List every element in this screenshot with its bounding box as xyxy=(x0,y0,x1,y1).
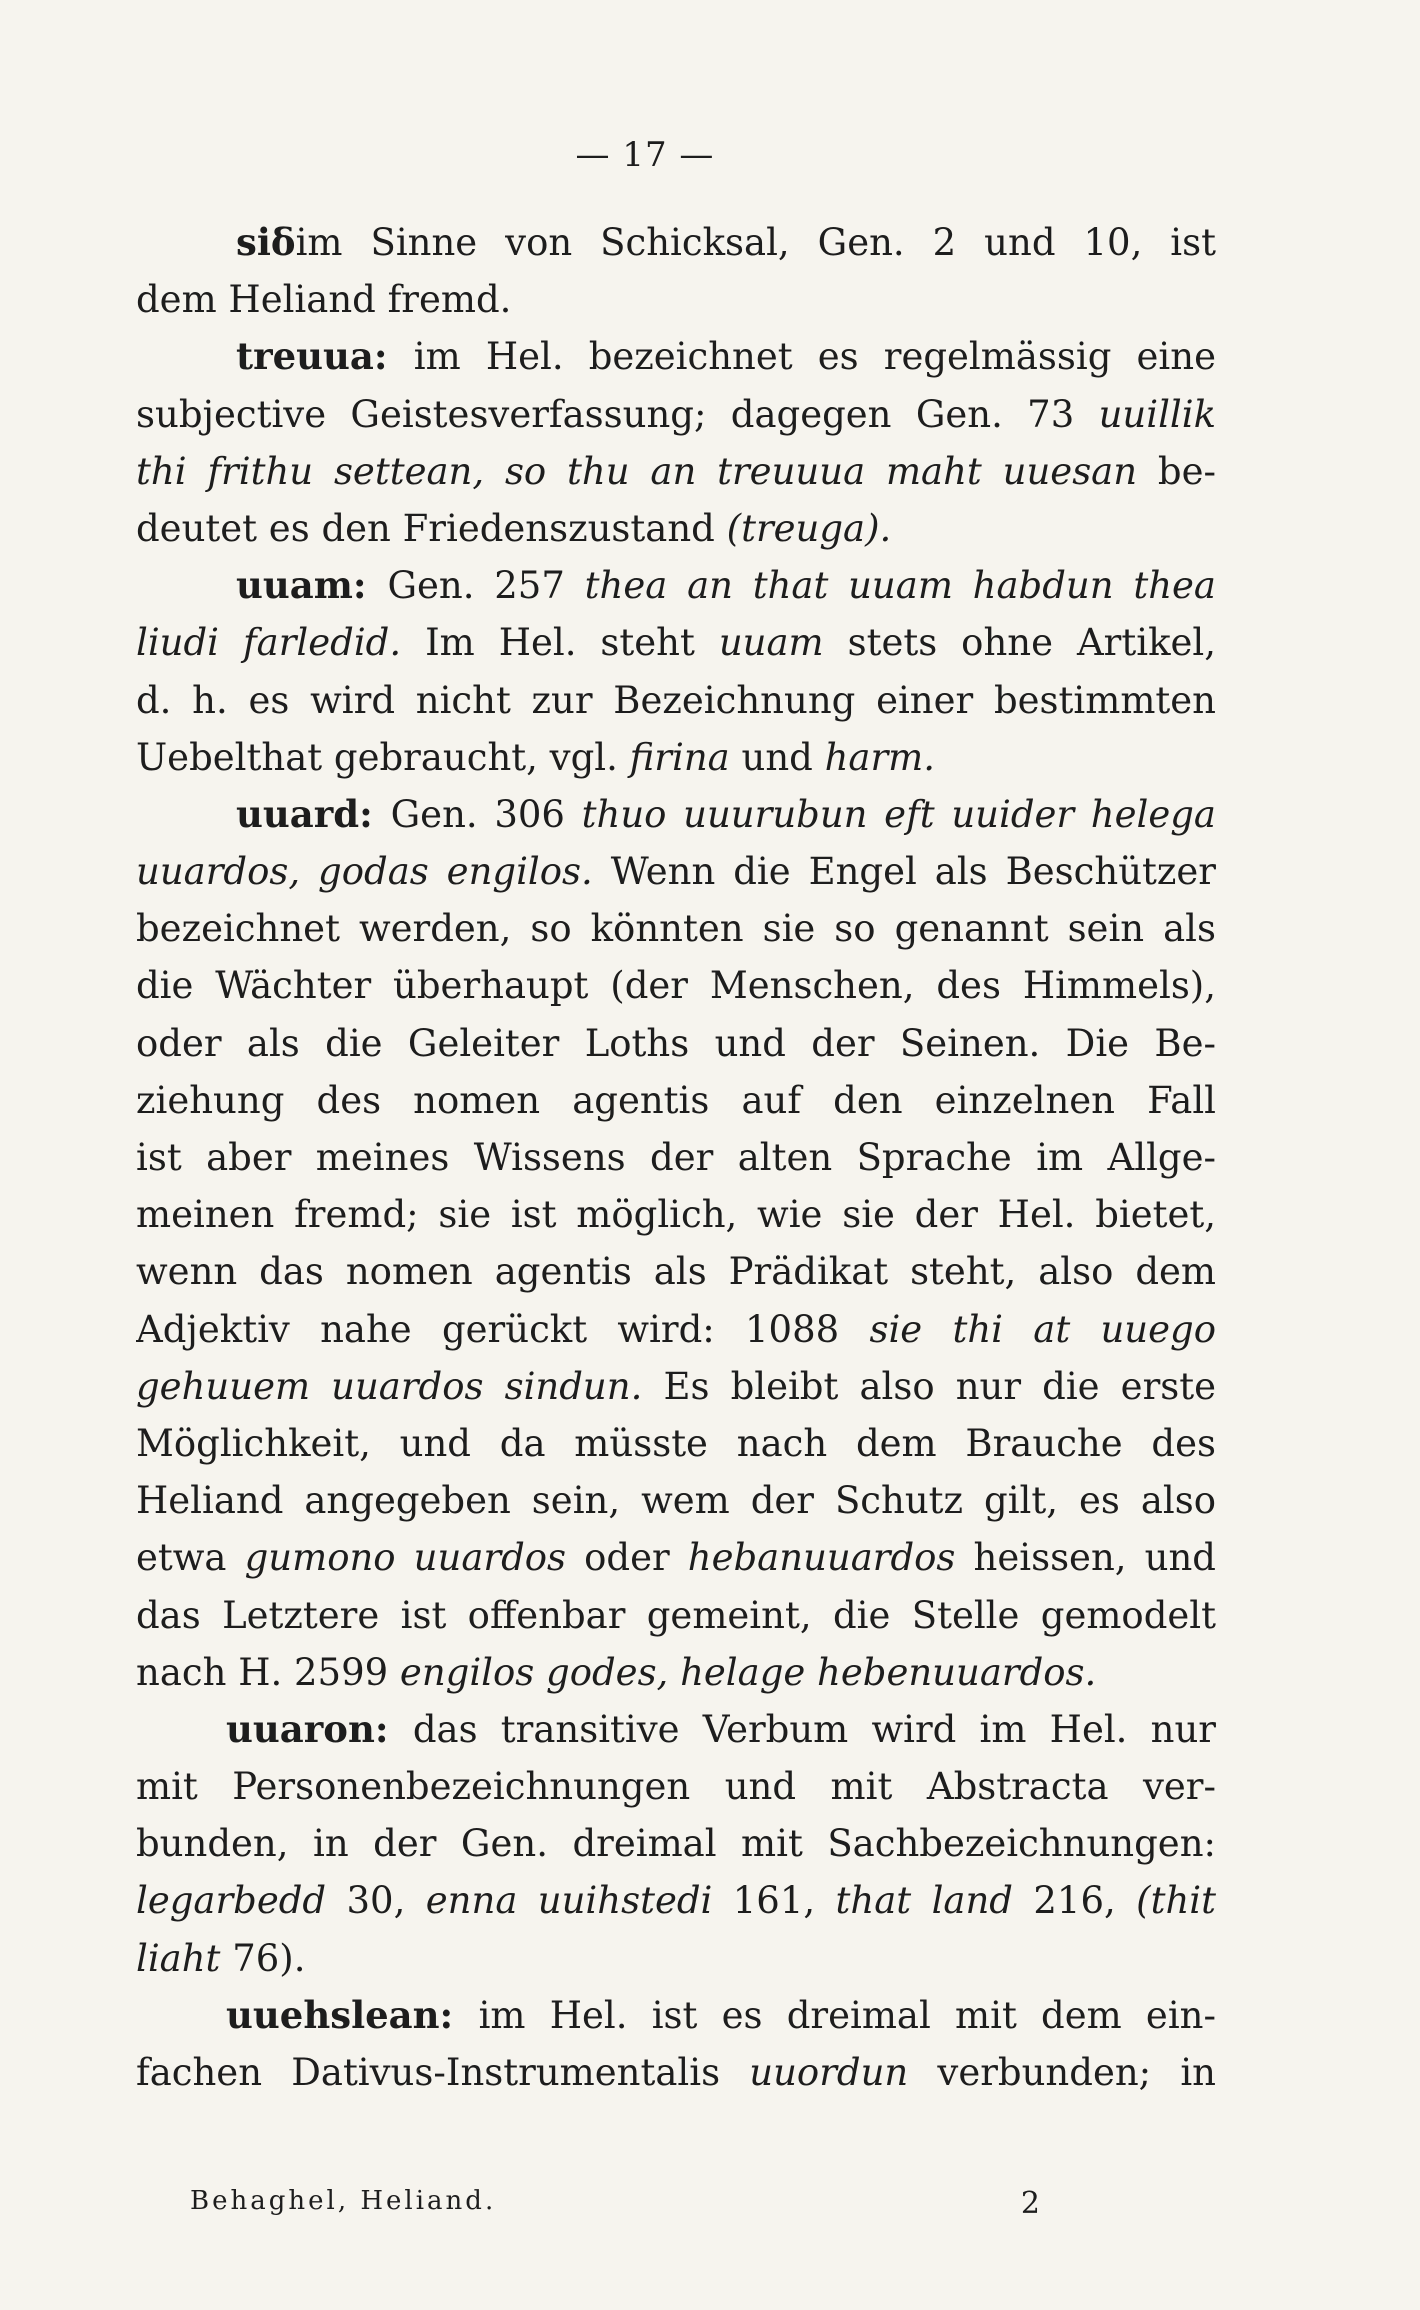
text-line xyxy=(136,1015,1216,1072)
footer-author: Behaghel, Heliand. xyxy=(190,2186,497,2216)
citation-italic: firina xyxy=(629,735,742,779)
text-line xyxy=(136,1301,1216,1358)
text-run: das Letztere ist offenbar gemeint, die Stelle gemodelt xyxy=(136,1593,1216,1637)
headword: uuaron: xyxy=(226,1706,413,1751)
text-line xyxy=(136,1129,1216,1186)
text-line xyxy=(136,957,1216,1014)
text-line xyxy=(136,1758,1216,1815)
citation-italic: uuillik xyxy=(1098,392,1216,436)
text-line xyxy=(136,1243,1216,1300)
text-run: Wenn die Engel als Beschützer xyxy=(610,850,1216,894)
body-text xyxy=(136,214,1216,2101)
citation-italic: engilos godes, helage hebenuuardos. xyxy=(399,1650,1097,1694)
text-line xyxy=(136,386,1216,443)
headword: uuard: xyxy=(236,791,391,836)
text-run: deutet es den Friedenszustand xyxy=(136,506,727,550)
headword: uuehslean: xyxy=(226,1992,479,2037)
text-run: im Sinne von Schicksal, Gen. 2 und 10, ist xyxy=(295,221,1216,264)
text-line xyxy=(136,1358,1216,1415)
text-run: Uebelthat gebraucht, vgl. xyxy=(136,735,630,779)
text-run: die Wächter überhaupt (der Menschen, des Himmels), xyxy=(136,964,1216,1008)
text-run: dem Heliand fremd. xyxy=(136,278,512,322)
text-line xyxy=(136,443,1216,500)
citation-italic: uuam xyxy=(718,621,848,665)
text-run: nach H. 2599 xyxy=(136,1650,400,1694)
text-run: ist aber meines Wissens der alten Sprache im Allge- xyxy=(136,1136,1216,1179)
text-run: wenn das nomen agentis als Prädikat steht, also dem xyxy=(136,1250,1216,1294)
text-line xyxy=(136,1987,1216,2044)
text-run: 30, xyxy=(346,1879,426,1923)
text-run: und xyxy=(741,735,825,779)
citation-italic: thea an that uuam habdun thea xyxy=(584,564,1216,608)
text-line xyxy=(136,1872,1216,1929)
citation-italic: thi frithu settean, so thu an treuuua maht uuesan xyxy=(136,449,1158,493)
text-line xyxy=(136,557,1216,614)
text-line xyxy=(136,1587,1216,1644)
text-run: Es bleibt also nur die erste xyxy=(663,1364,1216,1408)
text-run: im Hel. bezeichnet es regelmässig eine xyxy=(413,335,1216,379)
citation-italic: legarbedd xyxy=(136,1879,347,1923)
text-line xyxy=(136,786,1216,843)
citation-italic: thuo uuurubun eft uuider helega xyxy=(581,792,1216,836)
text-run: d. h. es wird nicht zur Bezeichnung einer bestimmten xyxy=(136,678,1216,722)
text-run: oder xyxy=(584,1536,688,1580)
text-line xyxy=(136,843,1216,900)
headword: uuam: xyxy=(236,563,388,608)
text-run: oder als die Geleiter Loths und der Seinen. Die Be- xyxy=(136,1021,1216,1065)
citation-italic: sie thi at uuego xyxy=(869,1307,1216,1351)
text-run: 216, xyxy=(1033,1879,1137,1923)
citation-italic: enna uuihstedi xyxy=(425,1879,733,1923)
text-line xyxy=(136,1472,1216,1529)
text-run: das transitive Verbum wird im Hel. nur xyxy=(412,1707,1216,1751)
text-line xyxy=(136,1072,1216,1129)
text-run: be- xyxy=(1157,449,1216,493)
headword: treuua: xyxy=(236,334,414,379)
text-run: mit Personenbezeichnungen und mit Abstracta ver- xyxy=(136,1765,1216,1809)
citation-italic: hebanuuardos xyxy=(687,1536,974,1580)
text-run: ziehung des nomen agentis auf den einzelnen Fall xyxy=(136,1078,1216,1122)
text-line xyxy=(136,672,1216,729)
page-number: — 17 — xyxy=(575,135,715,175)
citation-italic: gehuuem uuardos sindun. xyxy=(136,1364,664,1408)
citation-italic: (treuga). xyxy=(726,506,892,550)
text-run: Adjektiv nahe gerückt wird: 1088 xyxy=(136,1307,870,1351)
text-line xyxy=(136,1644,1216,1701)
text-run: subjective Geistesverfassung; dagegen Gen. 73 xyxy=(136,392,1099,436)
signature-mark: 2 xyxy=(1020,2186,1040,2221)
text-line xyxy=(136,1815,1216,1872)
text-run: 161, xyxy=(732,1879,836,1923)
text-line xyxy=(136,1529,1216,1586)
text-line xyxy=(136,2044,1216,2101)
text-line xyxy=(136,900,1216,957)
text-line xyxy=(136,328,1216,385)
text-run: verbunden; in xyxy=(937,2051,1216,2094)
text-run: meinen fremd; sie ist möglich, wie sie der Hel. bietet, xyxy=(136,1193,1216,1237)
text-line xyxy=(136,214,1216,271)
headword: siδ xyxy=(236,220,296,264)
text-line xyxy=(136,1701,1216,1758)
citation-italic: uuardos, godas engilos. xyxy=(136,850,611,894)
text-run: Möglichkeit, und da müsste nach dem Brauche des xyxy=(136,1421,1216,1465)
text-line xyxy=(136,500,1216,557)
text-run: fachen Dativus-Instrumentalis xyxy=(136,2051,750,2094)
text-run: Gen. 257 xyxy=(387,564,585,608)
text-run: 76). xyxy=(232,1936,306,1980)
citation-italic: liudi farledid. xyxy=(136,621,426,665)
text-line xyxy=(136,1930,1216,1987)
citation-italic: harm. xyxy=(824,735,936,779)
citation-italic: uuordun xyxy=(749,2051,938,2094)
text-run: etwa xyxy=(136,1536,245,1580)
footer xyxy=(190,2186,1040,2221)
text-run: bunden, in der Gen. dreimal mit Sachbezeichnungen: xyxy=(136,1822,1216,1866)
citation-italic: that land xyxy=(835,1879,1034,1923)
text-line xyxy=(136,271,1216,328)
text-run: im Hel. ist es dreimal mit dem ein- xyxy=(478,1993,1216,2037)
text-run: Gen. 306 xyxy=(390,792,582,836)
text-line xyxy=(136,729,1216,786)
text-run: bezeichnet werden, so könnten sie so genannt sein als xyxy=(136,907,1216,951)
text-run: heissen, und xyxy=(973,1536,1216,1580)
citation-italic: liaht xyxy=(136,1936,233,1980)
citation-italic: gumono uuardos xyxy=(244,1536,585,1580)
text-run: Heliand angegeben sein, wem der Schutz gilt, es also xyxy=(136,1479,1216,1523)
text-line xyxy=(136,1415,1216,1472)
text-line xyxy=(136,1186,1216,1243)
text-run: stets ohne Artikel, xyxy=(847,621,1216,665)
text-run: Im Hel. steht xyxy=(425,621,719,665)
text-line xyxy=(136,614,1216,671)
citation-italic: (thit xyxy=(1136,1879,1216,1923)
